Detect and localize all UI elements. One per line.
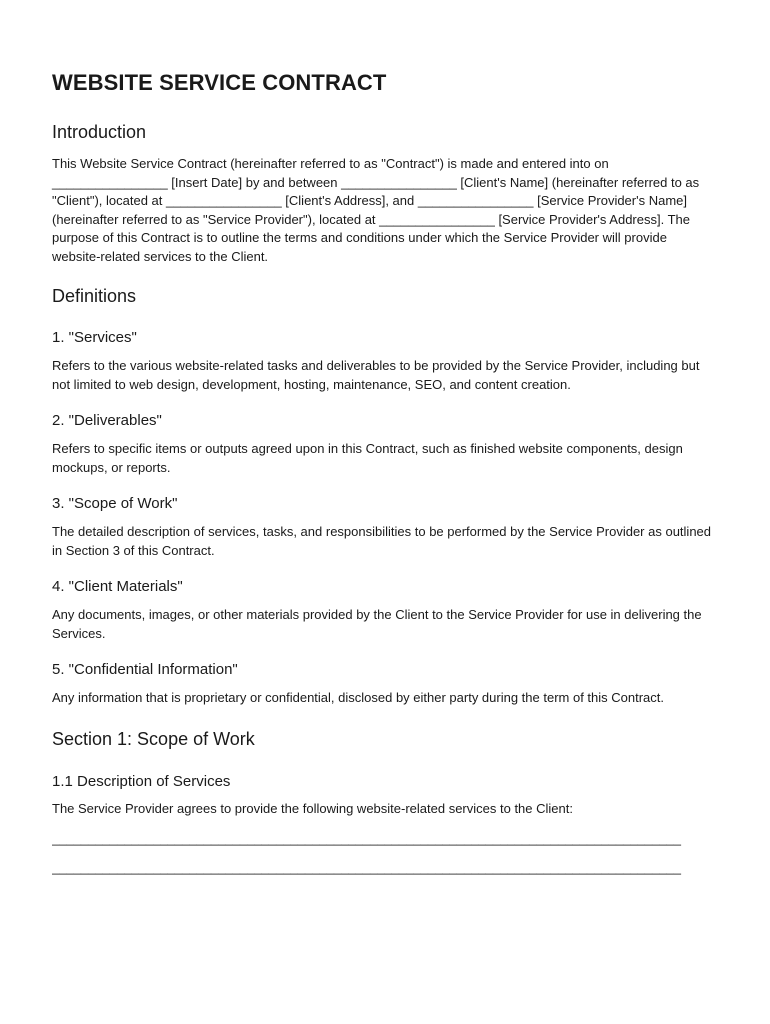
definition-body-confidential-information: Any information that is proprietary or confidential, disclosed by either party during the term of this Contract.	[52, 690, 665, 705]
section-1-heading: Section 1: Scope of Work	[52, 728, 255, 749]
definition-body-scope-of-work: The detailed description of services, tasks, and responsibilities to be performed by the Service Provider as outlined in Section 3 of this Contract.	[52, 524, 712, 558]
introduction-body: This Website Service Contract (hereinafter referred to as "Contract") is made and entered into on ________________ [Insert Date] by and between ________________ [Client's Name] (hereinafter referred to as "Client"), located at ________________ [Client's Address], and ________________ [Service Provider's Name] (hereinafter referred to as "Service Provider"), located at ________________ [Service Provider's Address]. The purpose of this Contract is to outline the terms and conditions under which the Service Provider will provide website-related services to the Client.	[52, 156, 700, 264]
definition-title-confidential-information: 5. "Confidential Information"	[52, 661, 238, 678]
section-1-1-body: The Service Provider agrees to provide the following website-related services to the Client:	[52, 800, 573, 816]
definition-body-deliverables: Refers to specific items or outputs agreed upon in this Contract, such as finished website components, design mockups, or reports.	[52, 441, 683, 475]
definitions-heading: Definitions	[52, 286, 137, 306]
section-1-1-heading: 1.1 Description of Services	[52, 772, 231, 790]
document-title: WEBSITE SERVICE CONTRACT	[52, 70, 387, 95]
definition-body-client-materials: Any documents, images, or other materials provided by the Client to the Service Provider for use in delivering the Services.	[52, 607, 702, 641]
services-blank-line: _______________________________________________________________________________________	[52, 831, 682, 846]
definition-title-scope-of-work: 3. "Scope of Work"	[52, 495, 178, 512]
definition-title-client-materials: 4. "Client Materials"	[52, 578, 183, 595]
introduction-heading: Introduction	[52, 122, 147, 142]
definition-title-services: 1. "Services"	[52, 329, 137, 346]
definition-title-deliverables: 2. "Deliverables"	[52, 412, 162, 429]
definition-body-services: Refers to the various website-related tasks and deliverables to be provided by the Service Provider, including but not limited to web design, development, hosting, maintenance, SEO, and content creation.	[52, 358, 700, 392]
services-blank-line: _______________________________________________________________________________________	[52, 859, 682, 875]
